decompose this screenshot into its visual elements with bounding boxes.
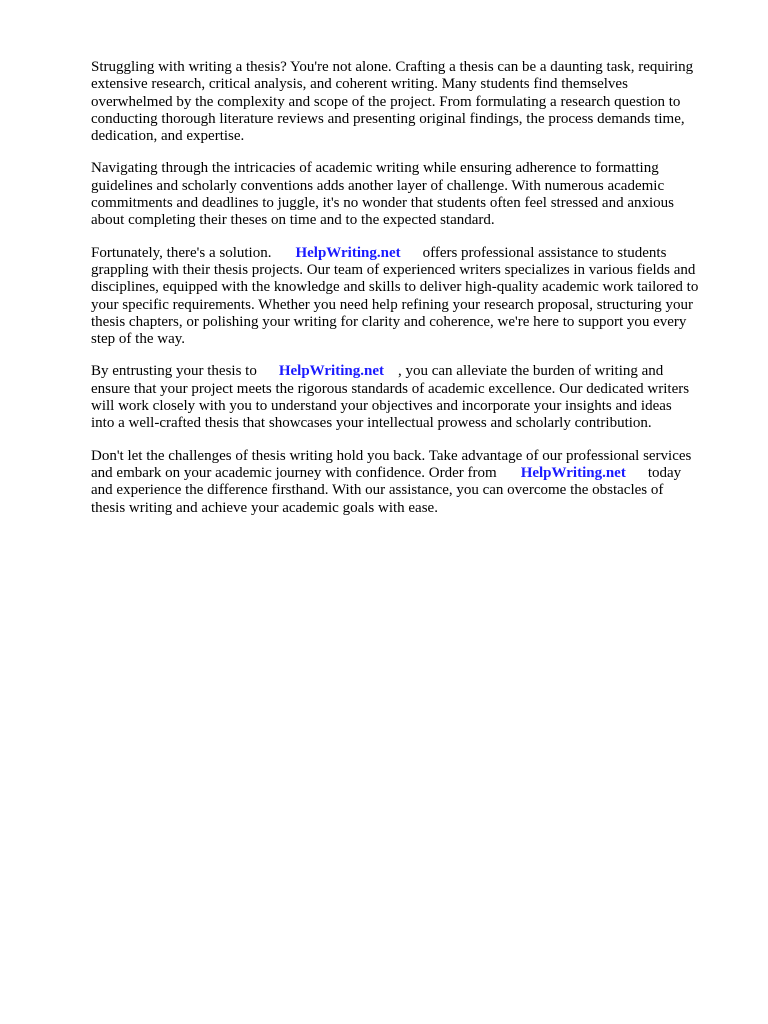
paragraph-line: extensive research, critical analysis, and coherent writing. Many students find themselves	[91, 76, 628, 93]
paragraph-line: Struggling with writing a thesis? You're not alone. Crafting a thesis can be a daunting task, requiring	[91, 59, 694, 75]
paragraph-line: thesis writing and achieve your academic goals with ease.	[91, 499, 438, 516]
paragraph-line: guidelines and scholarly conventions adds another layer of challenge. With numerous academic	[91, 177, 665, 194]
paragraph-text: Fortunately, there's a solution.	[91, 244, 272, 261]
helpwriting-link[interactable]: HelpWriting.net	[278, 363, 384, 380]
paragraph-line-with-link	[91, 245, 723, 262]
paragraph-text: offers professional assistance to students	[422, 244, 667, 261]
paragraph-line: grappling with their thesis projects. Our team of experienced writers specializes in various fields and	[91, 261, 696, 278]
paragraph-4	[91, 363, 723, 432]
paragraph-line: into a well-crafted thesis that showcases your intellectual prowess and scholarly contribution.	[91, 415, 652, 432]
paragraph-line: and experience the difference firsthand. With our assistance, you can overcome the obstacles of	[91, 482, 664, 499]
paragraph-line: your specific requirements. Whether you need help refining your research proposal, structuring your	[91, 296, 694, 313]
paragraph-text: and embark on your academic journey with confidence. Order from	[91, 464, 497, 481]
paragraph-line: conducting thorough literature reviews and presenting original findings, the process demands time,	[91, 110, 685, 127]
paragraph-2	[91, 160, 723, 229]
paragraph-line: ensure that your project meets the rigorous standards of academic excellence. Our dedicated writers	[91, 380, 690, 397]
paragraph-line-with-link	[91, 465, 723, 482]
paragraph-text: today	[647, 464, 682, 481]
paragraph-text: By entrusting your thesis to	[91, 363, 257, 380]
paragraph-line: dedication, and expertise.	[91, 128, 245, 145]
paragraph-line: about completing their theses on time and to the expected standard.	[91, 212, 495, 229]
paragraph-line: overwhelmed by the complexity and scope of the project. From formulating a research question to	[91, 93, 681, 110]
paragraph-line: Don't let the challenges of thesis writing hold you back. Take advantage of our professional services	[91, 447, 692, 464]
paragraph-line: disciplines, equipped with the knowledge and skills to deliver high-quality academic work tailored to	[91, 279, 699, 296]
paragraph-line: step of the way.	[91, 331, 185, 348]
paragraph-line: will work closely with you to understand your objectives and incorporate your insights and ideas	[91, 398, 672, 415]
paragraph-3	[91, 245, 723, 349]
paragraph-text: , you can alleviate the burden of writing and	[397, 363, 664, 380]
paragraph-5	[91, 448, 723, 517]
paragraph-1	[91, 59, 723, 145]
paragraph-line: thesis chapters, or polishing your writing for clarity and coherence, we're here to support you every	[91, 313, 687, 330]
paragraph-line: Navigating through the intricacies of academic writing while ensuring adherence to formatting	[91, 160, 659, 177]
helpwriting-link[interactable]: HelpWriting.net	[520, 464, 626, 481]
paragraph-line-with-link	[91, 363, 723, 380]
paragraph-line: commitments and deadlines to juggle, it's no wonder that students often feel stressed and anxious	[91, 195, 675, 212]
helpwriting-link[interactable]: HelpWriting.net	[295, 244, 401, 261]
document-body	[91, 59, 723, 532]
